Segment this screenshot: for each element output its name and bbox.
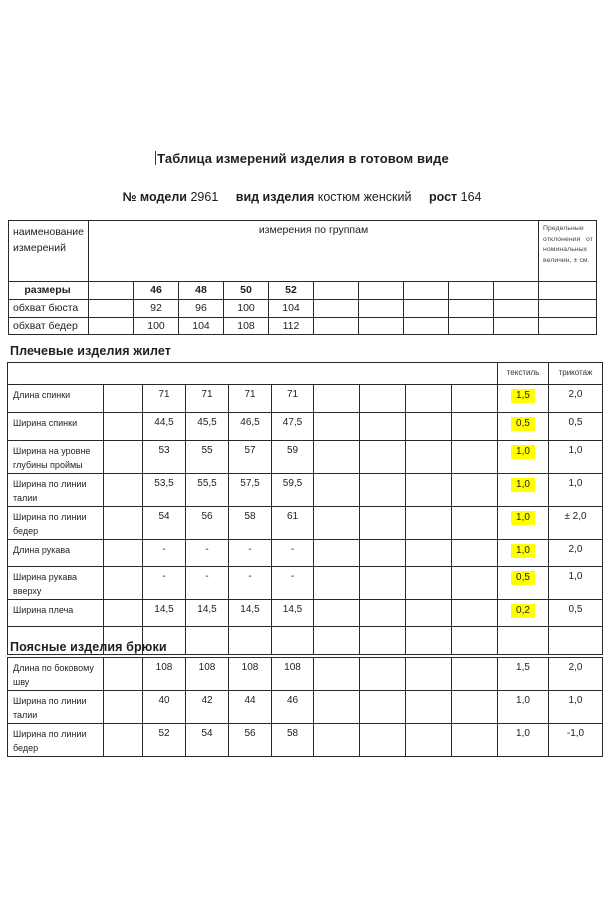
measurement-value: -: [186, 539, 229, 566]
empty-cell: [406, 658, 452, 691]
empty-cell: [360, 473, 406, 506]
empty-cell: [186, 626, 229, 654]
measurement-value: 14,5: [143, 599, 186, 626]
empty-cell: [104, 473, 143, 506]
knit-tolerance-cell: 0,5: [549, 413, 603, 441]
row-label: Ширина плеча: [8, 599, 104, 626]
empty-cell: [452, 441, 498, 474]
empty-cell: [406, 539, 452, 566]
row-label: Ширина по линии бедер: [8, 506, 104, 539]
measurement-value: 104: [269, 300, 314, 318]
measurement-value: 71: [272, 385, 314, 413]
measurement-value: 55,5: [186, 473, 229, 506]
col-header-knit: трикотаж: [549, 363, 603, 385]
row-label: Длина по боковому шву: [8, 658, 104, 691]
empty-cell: [314, 506, 360, 539]
measurement-value: -: [143, 566, 186, 599]
empty-cell: [272, 626, 314, 654]
empty-cell: [314, 300, 359, 318]
sizes-row: [9, 282, 597, 300]
empty-cell: [494, 300, 539, 318]
row-label: размеры: [9, 282, 89, 300]
empty-cell: [89, 300, 134, 318]
measurement-value: 58: [229, 506, 272, 539]
highlighted-value: 1,0: [511, 478, 535, 492]
measurement-value: 57,5: [229, 473, 272, 506]
textile-tolerance-cell: [498, 473, 549, 506]
empty-cell: [104, 539, 143, 566]
empty-cell: [452, 385, 498, 413]
highlighted-value: 1,0: [511, 445, 535, 459]
empty-cell: [452, 473, 498, 506]
size-value: 48: [179, 282, 224, 300]
empty-cell: [406, 599, 452, 626]
empty-cell: [452, 599, 498, 626]
knit-tolerance-cell: 1,0: [549, 566, 603, 599]
measurement-value: -: [272, 566, 314, 599]
row-label: Длина рукава: [8, 539, 104, 566]
textile-tolerance-cell: 1,0: [498, 690, 549, 723]
measurement-value: 44: [229, 690, 272, 723]
vest-measurements-table: [7, 362, 603, 655]
empty-cell: [229, 626, 272, 654]
measurement-value: 100: [224, 300, 269, 318]
textile-tolerance-cell: [498, 566, 549, 599]
bust-girth-row: [9, 300, 597, 318]
empty-cell: [406, 506, 452, 539]
row-label: Ширина на уровне глубины проймы: [8, 441, 104, 474]
highlighted-value: 1,0: [511, 544, 535, 558]
empty-cell: [314, 599, 360, 626]
measurement-value: 53: [143, 441, 186, 474]
model-number: [123, 190, 219, 204]
empty-cell: [360, 506, 406, 539]
empty-cell: [314, 441, 360, 474]
empty-cell: [452, 658, 498, 691]
textile-tolerance-cell: [498, 599, 549, 626]
measurement-value: 56: [229, 723, 272, 756]
empty-cell: [360, 723, 406, 756]
knit-tolerance-cell: 2,0: [549, 385, 603, 413]
textile-tolerance-cell: 1,0: [498, 723, 549, 756]
trousers-section-heading: Поясные изделия брюки: [10, 640, 167, 654]
row-label: обхват бюста: [9, 300, 89, 318]
empty-cell: [8, 363, 498, 385]
empty-cell: [360, 599, 406, 626]
empty-cell: [406, 690, 452, 723]
empty-cell: [452, 413, 498, 441]
measurement-value: 108: [143, 658, 186, 691]
measurement-value: 58: [272, 723, 314, 756]
empty-cell: [314, 385, 360, 413]
vest-header-row: [8, 363, 603, 385]
empty-cell: [452, 723, 498, 756]
measurement-value: 42: [186, 690, 229, 723]
empty-cell: [314, 318, 359, 335]
product-kind-label: вид изделия: [235, 190, 315, 204]
height-info: [429, 190, 482, 204]
empty-cell: [314, 723, 360, 756]
highlighted-value: 0,5: [511, 571, 535, 585]
empty-cell: [406, 626, 452, 654]
measurement-value: -: [143, 539, 186, 566]
measurement-value: 55: [186, 441, 229, 474]
measurement-value: 52: [143, 723, 186, 756]
empty-cell: [360, 539, 406, 566]
measurement-value: 108: [272, 658, 314, 691]
empty-cell: [359, 318, 404, 335]
highlighted-value: 1,0: [511, 511, 535, 525]
vest-section-heading: Плечевые изделия жилет: [10, 344, 172, 358]
empty-cell: [104, 441, 143, 474]
col-header-textile: текстиль: [498, 363, 549, 385]
row-label: Длина спинки: [8, 385, 104, 413]
measurement-value: 108: [229, 658, 272, 691]
empty-cell: [539, 300, 597, 318]
vest-row-back-length: [8, 385, 603, 413]
hip-girth-row: [9, 318, 597, 335]
empty-cell: [360, 566, 406, 599]
empty-cell: [359, 300, 404, 318]
height-label: рост: [428, 190, 458, 204]
empty-cell: [104, 690, 143, 723]
vest-row-sleeve-length: [8, 539, 603, 566]
measurement-value: 56: [186, 506, 229, 539]
empty-cell: [104, 385, 143, 413]
measurement-value: 40: [143, 690, 186, 723]
empty-cell: [406, 385, 452, 413]
height-value: 164: [460, 190, 482, 204]
summary-table: [8, 220, 597, 335]
textile-tolerance-cell: [498, 385, 549, 413]
trousers-row-waist-width: [8, 690, 603, 723]
highlighted-value: 0,2: [511, 604, 535, 618]
trousers-row-side-seam-length: [8, 658, 603, 691]
empty-cell: [359, 282, 404, 300]
measurement-value: 54: [143, 506, 186, 539]
empty-cell: [104, 658, 143, 691]
measurement-value: 71: [229, 385, 272, 413]
empty-cell: [452, 566, 498, 599]
empty-cell: [452, 506, 498, 539]
measurement-value: 46: [272, 690, 314, 723]
col-header-groups: измерения по группам: [89, 221, 539, 282]
empty-cell: [314, 413, 360, 441]
empty-cell: [452, 690, 498, 723]
measurement-value: 54: [186, 723, 229, 756]
empty-cell: [449, 318, 494, 335]
row-label: обхват бедер: [9, 318, 89, 335]
measurement-value: 59: [272, 441, 314, 474]
size-value: 52: [269, 282, 314, 300]
size-value: 50: [224, 282, 269, 300]
highlighted-value: 1,5: [511, 389, 535, 403]
knit-tolerance-cell: 1,0: [549, 441, 603, 474]
vest-row-waist-width: [8, 473, 603, 506]
empty-cell: [360, 413, 406, 441]
empty-cell: [449, 282, 494, 300]
summary-header-row: [9, 221, 597, 282]
empty-cell: [314, 690, 360, 723]
empty-cell: [89, 282, 134, 300]
measurement-value: 108: [224, 318, 269, 335]
measurement-value: 14,5: [186, 599, 229, 626]
model-number-value: 2961: [190, 190, 219, 204]
highlighted-value: 0,5: [511, 417, 535, 431]
measurement-value: 14,5: [229, 599, 272, 626]
measurement-value: -: [229, 539, 272, 566]
measurement-value: 61: [272, 506, 314, 539]
measurement-value: 71: [186, 385, 229, 413]
vest-row-sleeve-top-width: [8, 566, 603, 599]
empty-cell: [314, 282, 359, 300]
col-header-tolerance: Предельные отклонения от номинальных величин, ± см.: [539, 221, 597, 282]
measurement-value: -: [272, 539, 314, 566]
empty-cell: [314, 566, 360, 599]
knit-tolerance-cell: ± 2,0: [549, 506, 603, 539]
empty-cell: [406, 566, 452, 599]
size-value: 46: [134, 282, 179, 300]
trousers-measurements-table: [7, 657, 603, 757]
measurement-value: 104: [179, 318, 224, 335]
empty-cell: [104, 413, 143, 441]
empty-cell: [404, 318, 449, 335]
empty-cell: [406, 441, 452, 474]
empty-cell: [104, 566, 143, 599]
vest-row-armhole-width: [8, 441, 603, 474]
vest-row-shoulder-width: [8, 599, 603, 626]
knit-tolerance-cell: 2,0: [549, 658, 603, 691]
textile-tolerance-cell: 1,5: [498, 658, 549, 691]
empty-cell: [494, 318, 539, 335]
measurement-value: -: [229, 566, 272, 599]
knit-tolerance-cell: 0,5: [549, 599, 603, 626]
row-label: Ширина спинки: [8, 413, 104, 441]
row-label: Ширина по линии талии: [8, 690, 104, 723]
knit-tolerance-cell: 2,0: [549, 539, 603, 566]
empty-cell: [314, 658, 360, 691]
trousers-row-hip-width: [8, 723, 603, 756]
empty-cell: [360, 385, 406, 413]
empty-cell: [104, 506, 143, 539]
measurement-value: 96: [179, 300, 224, 318]
measurement-value: 57: [229, 441, 272, 474]
empty-cell: [406, 723, 452, 756]
page-title-text: Таблица измерений изделия в готовом виде: [157, 151, 449, 166]
measurement-value: 47,5: [272, 413, 314, 441]
vest-row-hip-width: [8, 506, 603, 539]
model-number-label: № модели: [122, 190, 187, 204]
measurement-value: 108: [186, 658, 229, 691]
measurement-value: 112: [269, 318, 314, 335]
empty-cell: [539, 318, 597, 335]
empty-cell: [404, 300, 449, 318]
measurement-value: 92: [134, 300, 179, 318]
product-kind: [236, 190, 412, 204]
knit-tolerance-cell: 1,0: [549, 473, 603, 506]
empty-cell: [360, 626, 406, 654]
measurement-value: 53,5: [143, 473, 186, 506]
vest-row-back-width: [8, 413, 603, 441]
textile-tolerance-cell: [498, 413, 549, 441]
col-header-measurement-name: наименование измерений: [9, 221, 89, 282]
textile-tolerance-cell: [498, 506, 549, 539]
measurement-value: 14,5: [272, 599, 314, 626]
empty-cell: [360, 658, 406, 691]
empty-cell: [314, 626, 360, 654]
measurement-value: 45,5: [186, 413, 229, 441]
model-info-line: [0, 190, 604, 204]
measurement-value: -: [186, 566, 229, 599]
textile-tolerance-cell: [498, 441, 549, 474]
row-label: Ширина рукава вверху: [8, 566, 104, 599]
row-label: Ширина по линии талии: [8, 473, 104, 506]
measurement-value: 59,5: [272, 473, 314, 506]
empty-cell: [449, 300, 494, 318]
knit-tolerance-cell: -1,0: [549, 723, 603, 756]
knit-tolerance-cell: 1,0: [549, 690, 603, 723]
product-kind-value: костюм женский: [317, 190, 412, 204]
empty-cell: [314, 539, 360, 566]
empty-cell: [406, 413, 452, 441]
textile-tolerance-cell: [498, 539, 549, 566]
empty-cell: [406, 473, 452, 506]
empty-cell: [549, 626, 603, 654]
empty-cell: [104, 723, 143, 756]
measurement-value: 44,5: [143, 413, 186, 441]
row-label: Ширина по линии бедер: [8, 723, 104, 756]
measurement-value: 100: [134, 318, 179, 335]
empty-cell: [452, 626, 498, 654]
empty-cell: [360, 690, 406, 723]
measurement-value: 71: [143, 385, 186, 413]
page-title: [0, 151, 604, 166]
empty-cell: [404, 282, 449, 300]
empty-cell: [452, 539, 498, 566]
empty-cell: [360, 441, 406, 474]
empty-cell: [498, 626, 549, 654]
measurement-value: 46,5: [229, 413, 272, 441]
empty-cell: [89, 318, 134, 335]
empty-cell: [314, 473, 360, 506]
text-cursor: [155, 151, 156, 165]
empty-cell: [539, 282, 597, 300]
empty-cell: [104, 599, 143, 626]
empty-cell: [494, 282, 539, 300]
